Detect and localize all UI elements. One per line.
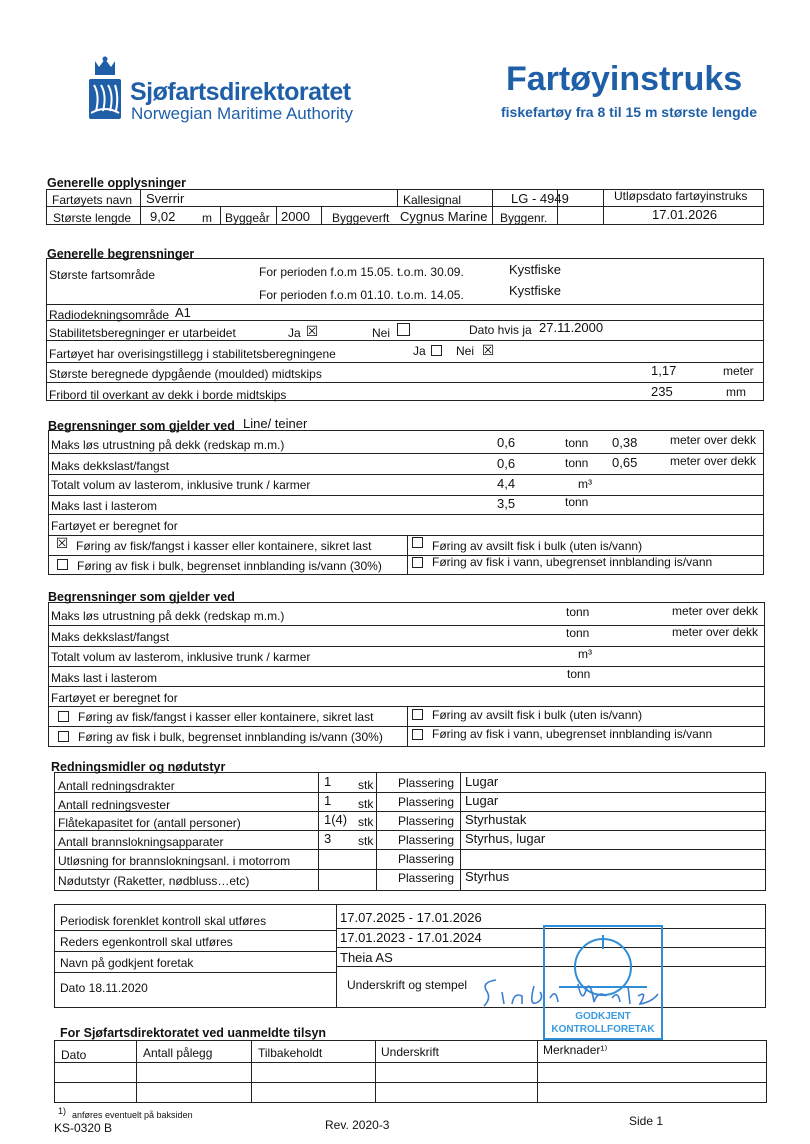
gear1-opt2-checkbox[interactable] xyxy=(412,537,423,548)
draught-unit: meter xyxy=(723,364,754,378)
page-number: Side 1 xyxy=(629,1114,664,1128)
gear2-volume-label: Totalt volum av lasterom, inklusive trunk / karmer xyxy=(51,650,311,664)
stability-ja-checkbox[interactable]: ☒ xyxy=(305,323,319,339)
inspection-col-detained: Tilbakeholdt xyxy=(258,1046,323,1060)
gear2-loose-height-unit: meter over dekk xyxy=(672,604,759,618)
rescue-row-unit: stk xyxy=(358,778,374,792)
gear2-deck-height-unit: meter over dekk xyxy=(672,625,759,639)
footnote-text: anføres eventuelt på baksiden xyxy=(72,1110,193,1120)
org-logo-emblem xyxy=(86,55,124,123)
gear1-loose-height-unit: meter over dekk xyxy=(670,433,757,447)
handwritten-signature xyxy=(478,968,668,1018)
gear2-volume-unit: m³ xyxy=(578,647,592,661)
gear2-opt1-label: Føring av fisk/fangst i kasser eller kontainere, sikret last xyxy=(78,710,374,724)
draught-value: 1,17 xyxy=(651,363,677,378)
vessel-name-value: Sverrir xyxy=(146,191,185,206)
gear2-loose-unit: tonn xyxy=(566,605,590,619)
gear2-opt2-checkbox[interactable] xyxy=(412,709,423,720)
rescue-row-label: Antall redningsvester xyxy=(58,798,171,812)
company-value: Theia AS xyxy=(340,950,393,965)
stability-date-value: 27.11.2000 xyxy=(539,320,604,335)
rescue-row-unit: stk xyxy=(358,797,374,811)
stability-nei-checkbox[interactable] xyxy=(397,323,410,336)
gear1-opt3-checkbox[interactable] xyxy=(57,559,68,570)
rescue-row-label: Utløsning for brannslokningsanl. i motorrom xyxy=(58,854,291,868)
rescue-row-place: Lugar xyxy=(465,774,499,789)
gear1-hold-value: 3,5 xyxy=(497,496,516,511)
gear2-hold-unit: tonn xyxy=(567,667,591,681)
gear2-opt3-label: Føring av fisk i bulk, begrenset innblanding is/vann (30%) xyxy=(78,730,383,744)
length-value: 9,02 xyxy=(150,209,176,224)
document-subtitle: fiskefartøy fra 8 til 15 m største lengde xyxy=(501,104,757,120)
owner-control-label: Reders egenkontroll skal utføres xyxy=(60,935,233,949)
callsign-value: LG - 4949 xyxy=(511,191,569,206)
footnote-mark: 1) xyxy=(58,1106,67,1116)
length-label: Største lengde xyxy=(53,211,132,225)
periodic-control-value: 17.07.2025 - 17.01.2026 xyxy=(340,910,482,925)
radio-area-value: A1 xyxy=(175,305,191,320)
org-subtitle: Norwegian Maritime Authority xyxy=(131,104,354,123)
shipyard-label: Byggeverft xyxy=(332,211,390,225)
revision: Rev. 2020-3 xyxy=(325,1118,390,1132)
icing-label: Fartøyet har overisingstillegg i stabilitetsberegningene xyxy=(49,347,336,361)
gear1-deck-height: 0,65 xyxy=(612,455,638,470)
control-date-label: Dato 18.11.2020 xyxy=(60,981,148,995)
expiry-value: 17.01.2026 xyxy=(652,207,718,222)
max-area-label: Største fartsområde xyxy=(49,268,156,282)
length-unit: m xyxy=(202,211,212,225)
rescue-row-placement-label: Plassering xyxy=(398,795,455,809)
gear1-opt3-label: Føring av fisk i bulk, begrenset innblanding is/vann (30%) xyxy=(77,559,382,573)
periodic-control-label: Periodisk forenklet kontroll skal utføres xyxy=(60,914,267,928)
section-title-gear1: Begrensninger som gjelder ved xyxy=(48,419,235,433)
stability-nei-label: Nei xyxy=(372,326,391,340)
rescue-row-label: Flåtekapasitet for (antall personer) xyxy=(58,816,241,830)
icing-ja-label: Ja xyxy=(413,344,426,358)
gear1-loose-unit: tonn xyxy=(565,436,589,450)
gear1-deck-height-unit: meter over dekk xyxy=(670,454,757,468)
inspection-col-date: Dato xyxy=(61,1048,87,1062)
rescue-row-place: Styrhustak xyxy=(465,812,527,827)
inspection-col-remarks: Merknader¹⁾ xyxy=(543,1043,608,1057)
gear1-deck-value: 0,6 xyxy=(497,456,516,471)
section-title-gear2: Begrensninger som gjelder ved xyxy=(48,590,235,604)
build-number-label: Byggenr. xyxy=(500,211,548,225)
period1-value: Kystfiske xyxy=(509,262,562,277)
gear2-opt4-label: Føring av fisk i vann, ubegrenset innblanding is/vann xyxy=(432,727,713,741)
rescue-row-count: 1 xyxy=(324,774,332,789)
shipyard-value: Cygnus Marine xyxy=(400,209,488,224)
icing-ja-checkbox[interactable] xyxy=(431,345,442,356)
gear2-opt2-label: Føring av avsilt fisk i bulk (uten is/vann) xyxy=(432,708,643,722)
gear1-opt1-label: Føring av fisk/fangst i kasser eller kontainere, sikret last xyxy=(76,539,372,553)
rescue-row-placement-label: Plassering xyxy=(398,871,455,885)
stability-ja-label: Ja xyxy=(288,326,301,340)
gear2-opt3-checkbox[interactable] xyxy=(58,731,69,742)
signature-label: Underskrift og stempel xyxy=(347,978,468,992)
freeboard-value: 235 xyxy=(651,384,673,399)
period2-value: Kystfiske xyxy=(509,283,562,298)
expiry-label: Utløpsdato fartøyinstruks xyxy=(614,189,748,203)
rescue-row-count: 1(4) xyxy=(324,812,348,827)
gear1-loose-value: 0,6 xyxy=(497,435,516,450)
rescue-row-place: Lugar xyxy=(465,793,499,808)
section-title-general: Generelle opplysninger xyxy=(47,176,186,190)
document-title: Fartøyinstruks xyxy=(506,60,743,98)
icing-nei-label: Nei xyxy=(456,344,475,358)
rescue-row-count: 1 xyxy=(324,793,332,808)
gear1-hold-unit: tonn xyxy=(565,495,589,509)
gear1-opt2-label: Føring av avsilt fisk i bulk (uten is/vann) xyxy=(432,539,643,553)
gear1-deck-unit: tonn xyxy=(565,456,589,470)
freeboard-unit: mm xyxy=(726,385,746,399)
gear2-deck-unit: tonn xyxy=(566,626,590,640)
rescue-row-unit: stk xyxy=(358,815,374,829)
gear1-volume-value: 4,4 xyxy=(497,476,516,491)
gear1-hold-label: Maks last i lasterom xyxy=(51,499,158,513)
gear1-intended-label: Fartøyet er beregnet for xyxy=(51,519,178,533)
rescue-row-label: Antall brannslokningsapparater xyxy=(58,835,224,849)
gear2-opt4-checkbox[interactable] xyxy=(412,729,423,740)
stamp-line1: GODKJENT xyxy=(575,1011,631,1022)
draught-label: Største beregnede dypgående (moulded) midtskips xyxy=(49,367,322,381)
rescue-row-count: 3 xyxy=(324,831,332,846)
section-title-rescue: Redningsmidler og nødutstyr xyxy=(51,760,226,774)
form-number: KS-0320 B xyxy=(54,1121,113,1135)
gear1-volume-unit: m³ xyxy=(578,477,592,491)
gear2-loose-label: Maks løs utrustning på dekk (redskap m.m.) xyxy=(51,609,285,623)
stability-label: Stabilitetsberegninger er utarbeidet xyxy=(49,326,236,340)
stamp-line2: KONTROLLFORETAK xyxy=(551,1024,655,1035)
rescue-row-unit: stk xyxy=(358,834,374,848)
icing-nei-checkbox[interactable]: ☒ xyxy=(481,342,495,358)
rescue-row-placement-label: Plassering xyxy=(398,814,455,828)
rescue-row-place: Styrhus xyxy=(465,869,510,884)
stability-date-label: Dato hvis ja xyxy=(469,323,532,337)
rescue-row-place: Styrhus, lugar xyxy=(465,831,546,846)
section-title-limits: Generelle begrensninger xyxy=(47,247,195,261)
company-label: Navn på godkjent foretak xyxy=(60,956,194,970)
gear1-loose-label: Maks løs utrustning på dekk (redskap m.m.) xyxy=(51,438,285,452)
gear2-deck-label: Maks dekkslast/fangst xyxy=(51,630,170,644)
gear1-opt1-checkbox[interactable]: ☒ xyxy=(55,535,69,551)
rescue-row-label: Nødutstyr (Raketter, nødbluss…etc) xyxy=(58,874,250,888)
gear1-opt4-label: Føring av fisk i vann, ubegrenset innblanding is/vann xyxy=(432,555,713,569)
gear1-volume-label: Totalt volum av lasterom, inklusive trunk / karmer xyxy=(51,478,311,492)
rescue-row-placement-label: Plassering xyxy=(398,776,455,790)
build-year-value: 2000 xyxy=(281,209,310,224)
period2-label: For perioden f.o.m 01.10. t.o.m. 14.05. xyxy=(259,288,464,302)
rescue-row-placement-label: Plassering xyxy=(398,833,455,847)
section-title-inspection: For Sjøfartsdirektoratet ved uanmeldte tilsyn xyxy=(60,1026,327,1040)
radio-area-label: Radiodekningsområde xyxy=(49,308,170,322)
build-year-label: Byggeår xyxy=(225,211,270,225)
owner-control-value: 17.01.2023 - 17.01.2024 xyxy=(340,930,482,945)
callsign-label: Kallesignal xyxy=(403,193,462,207)
gear1-deck-label: Maks dekkslast/fangst xyxy=(51,459,170,473)
freeboard-label: Fribord til overkant av dekk i borde midtskips xyxy=(49,388,287,402)
rescue-row-placement-label: Plassering xyxy=(398,852,455,866)
vessel-name-label: Fartøyets navn xyxy=(52,193,133,207)
gear1-type-value: Line/ teiner xyxy=(243,416,308,431)
gear2-intended-label: Fartøyet er beregnet for xyxy=(51,691,178,705)
period1-label: For perioden f.o.m 15.05. t.o.m. 30.09. xyxy=(259,265,464,279)
gear1-loose-height: 0,38 xyxy=(612,435,638,450)
inspection-col-signature: Underskrift xyxy=(381,1045,440,1059)
org-name: Sjøfartsdirektoratet xyxy=(130,78,351,106)
inspection-col-orders: Antall pålegg xyxy=(143,1046,213,1060)
gear2-opt1-checkbox[interactable] xyxy=(58,711,69,722)
gear1-opt4-checkbox[interactable] xyxy=(412,557,423,568)
rescue-row-label: Antall redningsdrakter xyxy=(58,779,175,793)
gear2-hold-label: Maks last i lasterom xyxy=(51,671,158,685)
